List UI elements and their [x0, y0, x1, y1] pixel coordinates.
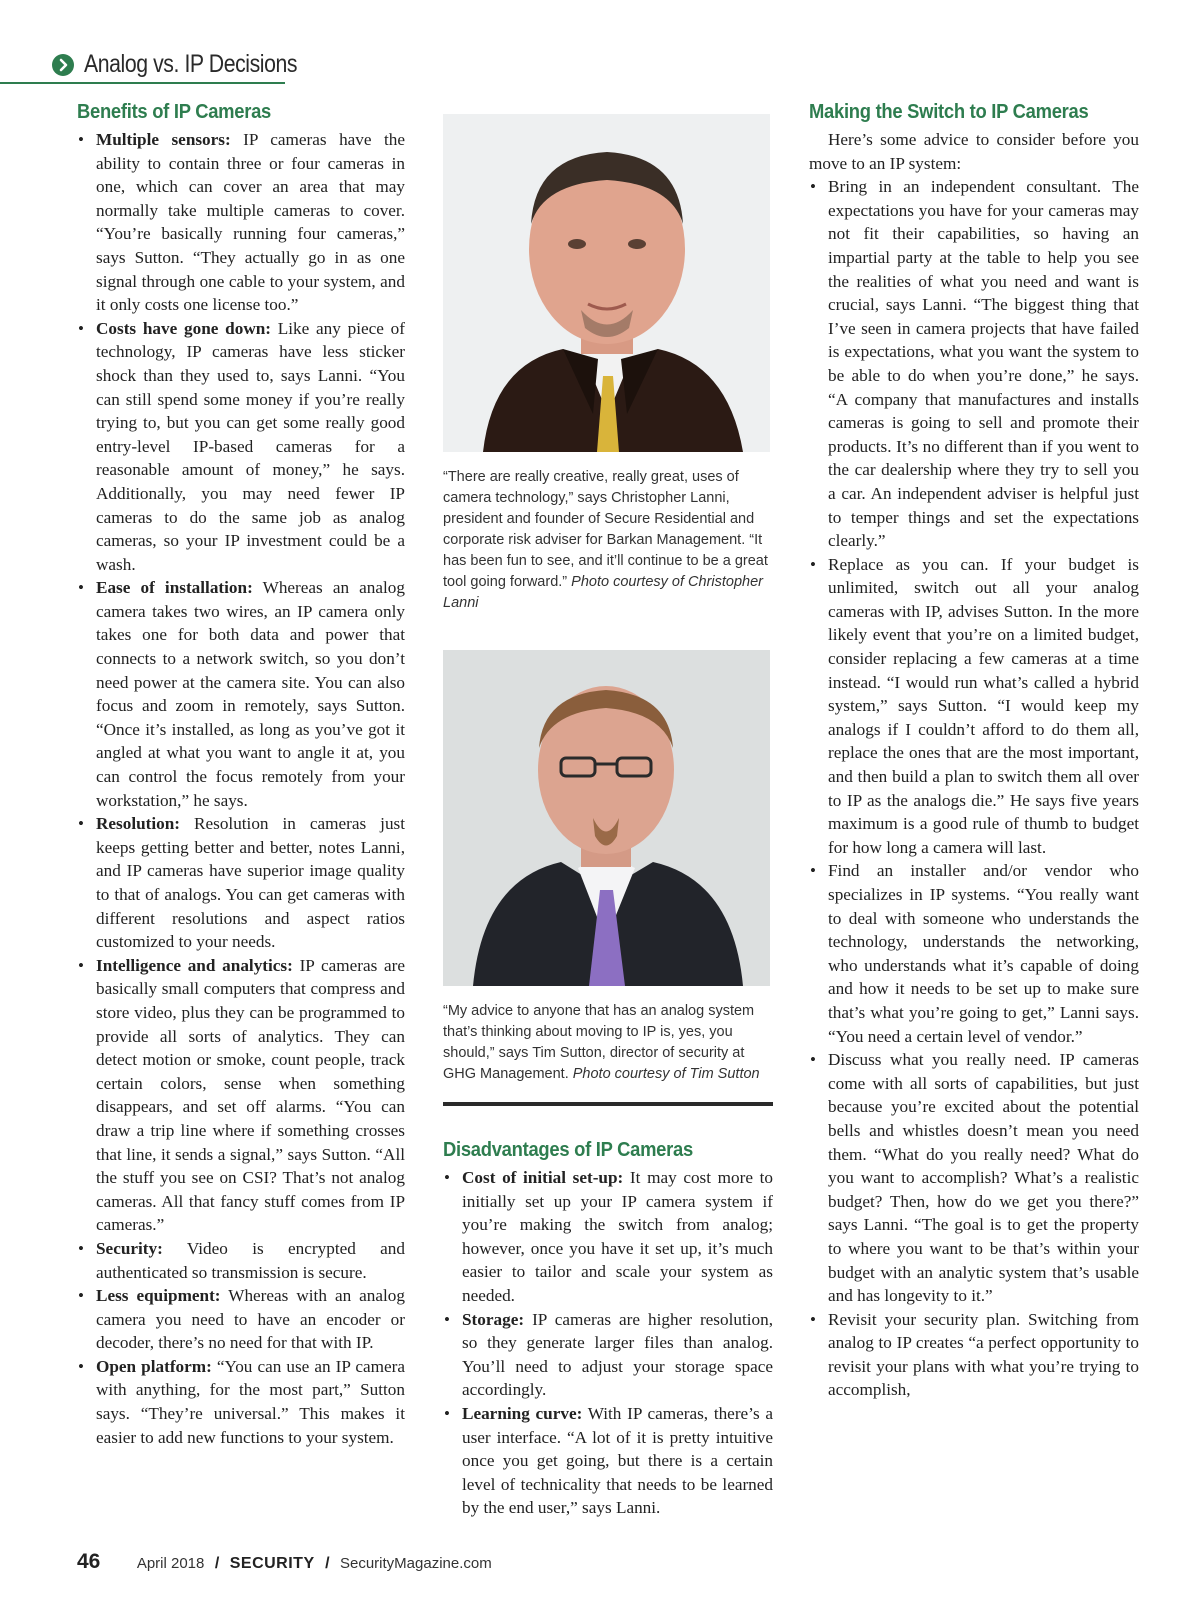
list-item [77, 576, 405, 812]
list-item [443, 1166, 773, 1308]
photo-credit: Photo courtesy of Christopher Lanni [443, 574, 763, 611]
magazine-name: SECURITY [229, 1555, 315, 1572]
item-lead: Ease of installation: [96, 578, 253, 598]
benefits-list [77, 128, 405, 1449]
item-text: With IP cameras, there’s a user interface. “A lot of it is pretty intuitive once you get going, but there is a certain level of technicality that needs to be learned by the end user,” says Lanni. [462, 1403, 773, 1518]
list-item: • Discuss what you really need. IP cameras come with all sorts of capabilities, but just because you’re excited about the potential bells and whistles doesn’t mean you need them. “What do you really need? What do you want to accomplish? What’s a realistic budget? Then, how do we get you there?” says Lanni. “The goal is to get the property to where you want to be that’s within your budget with an analytic system that’s usable and has longevity to it.” [809, 1048, 1139, 1308]
magazine-website: SecurityMagazine.com [339, 1555, 492, 1572]
switching-heading: Making the Switch to IP Cameras [809, 101, 1089, 123]
item-text: It may cost more to initially set up your IP camera system if you’re making the switch from analog; however, once you have it set up, it’s much easier to tailor and scale your system as needed. [462, 1168, 773, 1305]
section-divider [443, 1102, 773, 1106]
list-item [77, 128, 405, 317]
list-item [443, 1402, 773, 1520]
benefits-column [77, 101, 405, 1449]
list-item [77, 1355, 405, 1449]
item-text: Whereas with an analog camera you need to have an encoder or decoder, there’s no need for that with IP. [96, 1286, 405, 1353]
section-title: Analog vs. IP Decisions [84, 50, 298, 78]
disadvantages-heading: Disadvantages of IP Cameras [443, 1139, 693, 1161]
item-text: Like any piece of technology, IP cameras have less sticker shock than they used to, says Lanni. “You can still spend some money if you’re really trying to, but you can get some really good entry-level IP-based cameras for a reasonable amount of money,” he says. Additionally, you may need fewer IP cameras to do the same job as analog cameras, so your IP investment could be a wash. [96, 318, 405, 574]
item-text: Resolution in cameras just keeps getting better and better, notes Lanni, and IP cameras have superior image quality to that of analogs. You can get cameras with different resolutions and aspect ratios customized to your needs. [96, 814, 405, 952]
item-lead: Multiple sensors: [96, 130, 231, 149]
footer-separator: / [214, 1555, 220, 1572]
list-item [77, 317, 405, 577]
item-text: IP cameras are higher resolution, so they generate larger files than analog. You’ll need to adjust your storage space accordingly. [462, 1309, 773, 1400]
switching-list [809, 175, 1139, 1402]
photo-christopher-lanni [443, 114, 770, 452]
list-item [77, 1284, 405, 1355]
page-footer [77, 1550, 492, 1574]
item-lead: Resolution: [96, 814, 181, 834]
disadvantages-column [443, 1139, 773, 1520]
item-text: IP cameras have the ability to contain three or four cameras in one, which can cover an area that may normally take multiple cameras to cover. “You’re basically running four cameras,” says Sutton. “They actually go in as one signal through one cable to your system, and it only costs one license too.” [96, 130, 405, 315]
photo-credit: Photo courtesy of Tim Sutton [572, 1066, 760, 1082]
list-item: • Find an installer and/or vendor who specializes in IP systems. “You really want to deal with someone who understands the technology, understands the networking, who understands what it’s capable of doing and how it needs to be set up to make sure that’s what you’re going to get,” Lanni says. “You need a certain level of vendor.” [809, 859, 1139, 1048]
photo-tim-sutton [443, 650, 770, 986]
item-lead: Security: [96, 1238, 163, 1258]
item-lead: Less equipment: [96, 1286, 221, 1306]
chevron-right-icon [52, 54, 74, 76]
caption-text: “There are really creative, really great, uses of camera technology,” says Christopher Lanni, president and founder of Secure Residential and corporate risk adviser for Barkan Management. “It has been fun to see, and it’ll continue to be a great tool going forward.” [443, 469, 768, 590]
list-item: • Revisit your security plan. Switching from analog to IP creates “a perfect opportunity to revisit your plans with what you’re trying to accomplish, [809, 1308, 1139, 1402]
list-item: • Bring in an independent consultant. The expectations you have for your cameras may not fit their capabilities, so having an impartial party at the table to help you see the realities of what you need and want is crucial, says Lanni. “The biggest thing that I’ve seen in camera projects that have failed is expectations, what you want the system to be able to do when you’re done,” he says. “A company that manufactures and installs cameras is going to sell and promote their products. It’s no different than if you went to the car dealership where they try to sell you a car. An independent adviser is helpful just to temper things and set the expectations clearly.” [809, 175, 1139, 553]
item-lead: Intelligence and analytics: [96, 955, 293, 975]
photo-caption-lanni [443, 467, 773, 614]
item-lead: Cost of initial set-up: [462, 1168, 624, 1187]
item-lead: Learning curve: [462, 1403, 583, 1423]
switching-column [809, 101, 1139, 1402]
section-header [0, 48, 298, 84]
list-item: • Replace as you can. If your budget is unlimited, switch out all your analog cameras with IP, advises Sutton. In the more likely event that you’re on a limited budget, consider replacing a few cameras at a time instead. “I would run what’s called a hybrid system,” says Sutton. “I would keep my analogs if I couldn’t afford to do them all, replace the ones that are the most important, and then build a plan to switch them all over to IP as the analogs die.” He says five years maximum is a good rule of thumb to budget for how long a camera will last. [809, 553, 1139, 860]
item-lead: Costs have gone down: [96, 318, 272, 338]
issue-date: April 2018 [136, 1555, 205, 1572]
item-lead: Storage: [462, 1309, 525, 1329]
benefits-heading: Benefits of IP Cameras [77, 101, 272, 123]
item-text: Video is encrypted and authenticated so transmission is secure. [96, 1238, 405, 1282]
list-item [443, 1308, 773, 1402]
caption-text: “My advice to anyone that has an analog system that’s thinking about moving to IP is, yes, you should,” says Tim Sutton, director of security at GHG Management. [443, 1003, 755, 1082]
footer-separator: / [325, 1555, 330, 1572]
page-number: 46 [77, 1550, 101, 1573]
photo-caption-sutton [443, 1001, 773, 1085]
switching-intro: Here’s some advice to consider before you move to an IP system: [809, 130, 1139, 173]
disadvantages-list [443, 1166, 773, 1520]
item-text: IP cameras are basically small computers that compress and store video, plus they can be programmed to provide all sorts of analytics. They can detect motion or smoke, count people, track certain colors, sense when something disappears, and set off alarms. “You can draw a trip line where if something crosses that line, it sends a signal,” says Sutton. “All the stuff you see on CSI? That’s not analog cameras. All that fancy stuff comes from IP cameras.” [96, 955, 405, 1235]
list-item [77, 1237, 405, 1284]
item-text: Whereas an analog camera takes two wires, an IP camera only takes one for both data and power that connects to a network switch, so you don’t need power at the camera site. You can also focus and zoom in remotely, says Sutton. “Once it’s installed, as long as you’ve got it angled at what you want to angle it at, you can control the focus remotely from your workstation,” he says. [96, 578, 405, 810]
item-text: “You can use an IP camera with anything, for the most part,” Sutton says. “They’re universal.” This makes it easier to add new functions to your system. [96, 1356, 405, 1447]
list-item [77, 954, 405, 1237]
list-item [77, 812, 405, 954]
item-lead: Open platform: [96, 1356, 212, 1376]
